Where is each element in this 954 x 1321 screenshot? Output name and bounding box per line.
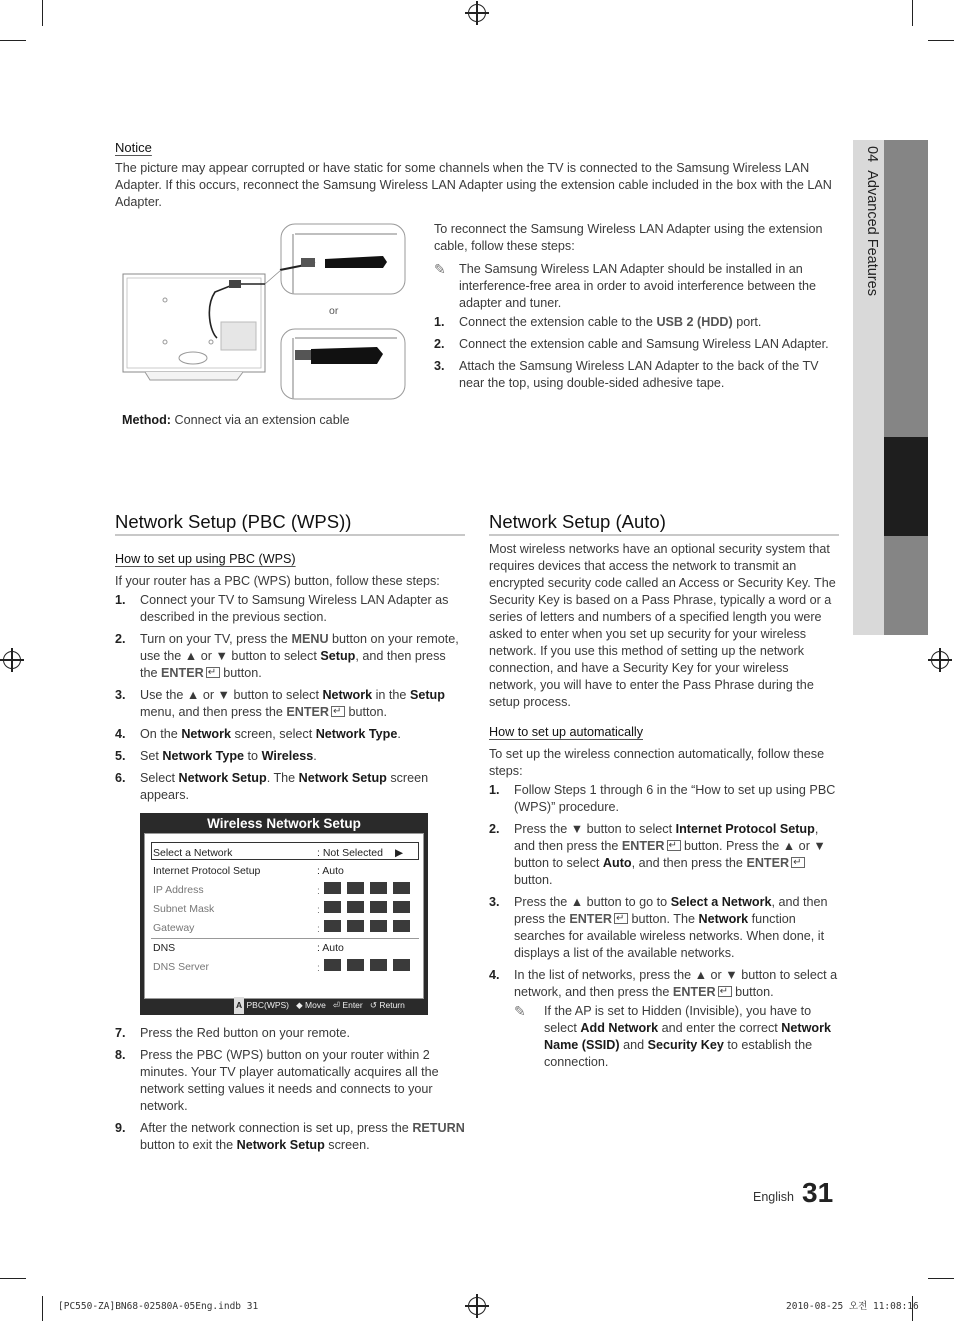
step-text: to (244, 749, 262, 763)
step-text: , and then press the (514, 895, 828, 926)
step-number: 1. (489, 783, 500, 797)
step-text: in the (372, 688, 410, 702)
step-text: button. Press the ▲ or ▼ button to select (514, 839, 826, 870)
step-number: 1. (434, 315, 445, 329)
method-text: Connect via an extension cable (174, 413, 350, 427)
step-text: button. (219, 666, 262, 680)
crop-mark (928, 1278, 954, 1279)
crop-mark (0, 1278, 26, 1279)
enter-key: ENTER (161, 666, 204, 680)
network-type-term: Network Type (162, 749, 245, 763)
osd-value (317, 920, 416, 938)
menu-key: MENU (291, 632, 329, 646)
osd-label: Gateway (153, 922, 195, 934)
step-text: . (313, 749, 317, 763)
pbc-hint: PBC(WPS) (246, 1000, 290, 1010)
registration-mark-icon (3, 651, 21, 669)
auto-note (544, 1003, 839, 1071)
side-tab-active (884, 437, 928, 536)
network-term: Network (322, 688, 373, 702)
registration-mark-icon (931, 651, 949, 669)
reconnect-note: The Samsung Wireless LAN Adapter should be installed in an interference-free area in order to avoid interference between the adapter and tuner. (459, 262, 817, 310)
enter-key: ENTER (286, 705, 330, 719)
ip-setup-term: Internet Protocol Setup (675, 822, 815, 836)
method-label: Method: (122, 413, 171, 427)
language-label: English (753, 1190, 794, 1204)
step-text: button. (731, 985, 774, 999)
pbc-step-3 (140, 687, 465, 721)
osd-colon: : (317, 923, 320, 935)
security-key-term: Security Key (647, 1038, 724, 1052)
step-text: button. The (628, 912, 699, 926)
osd-colon: : (317, 962, 320, 974)
auto-subheading: How to set up automatically (489, 725, 643, 739)
pbc-section (115, 551, 465, 809)
step-number: 4. (115, 727, 126, 741)
pbc-step-4 (140, 726, 465, 743)
chapter-number: 04 (864, 146, 880, 163)
pbc-step-5 (140, 748, 465, 765)
step-text: function searches for available wireless networks. When done, it displays a list of the available networks. (514, 912, 825, 960)
step-text: Turn on your TV, press the (140, 632, 292, 646)
step-text: menu, and then press the (140, 705, 287, 719)
step-number: 8. (115, 1048, 126, 1062)
crop-mark (0, 40, 26, 41)
step-number: 2. (489, 822, 500, 836)
heading-rule (489, 534, 839, 536)
move-hint: Move (305, 1000, 326, 1010)
osd-value (317, 901, 416, 919)
crop-mark (912, 0, 913, 26)
step-number: 9. (115, 1121, 126, 1135)
osd-label: Subnet Mask (153, 903, 215, 915)
enter-icon (791, 857, 805, 868)
crop-mark (42, 1296, 43, 1321)
auto-step-1: Follow Steps 1 through 6 in the “How to set up using PBC (WPS)” procedure. (514, 783, 836, 814)
step-text: button on your remote, use the ▲ or ▼ button to select (140, 632, 459, 663)
step-text: , and then press the (514, 822, 819, 853)
network-setup-term: Network Setup (178, 771, 267, 785)
step-text: Select (140, 771, 179, 785)
step-text: Connect the extension cable to the (459, 315, 657, 329)
ssid-term: Network Name (SSID) (544, 1021, 831, 1052)
enter-key: ENTER (672, 985, 716, 999)
auto-intro: Most wireless networks have an optional security system that requires devices that access the network to transmit an encrypted security code called an Access or Security Key. The Security Key is based on a Pass Phrase, typically a word or a series of letters and numbers of a specified length you were asked to enter when you set up security for your wireless network. If you use this method of setting up the network connection, and have a Security Key for your wireless network, you will have to enter the Pass Phrase during the setup process. (489, 542, 836, 709)
auto-step-2 (514, 821, 839, 889)
step-number: 3. (434, 359, 445, 373)
network-type-term: Network Type (315, 727, 398, 741)
pbc-step-1: Connect your TV to Samsung Wireless LAN Adapter as described in the previous section. (140, 593, 449, 624)
side-tab-dark (884, 536, 928, 635)
step-number: 5. (115, 749, 126, 763)
step-number: 2. (115, 632, 126, 646)
notice-text: The picture may appear corrupted or have static for some channels when the TV is connected to the Samsung Wireless LAN Adapter. If this occurs, reconnect the Samsung Wireless LAN Adapter using the extension cable included in the box with the LAN Adapter. (115, 161, 832, 209)
registration-mark-icon (468, 1297, 486, 1315)
enter-key: ENTER (569, 912, 612, 926)
network-term: Network (181, 727, 231, 741)
red-a-button-icon: A (234, 997, 244, 1014)
step-text: screen, select (231, 727, 316, 741)
step-text: button to exit the (140, 1138, 237, 1152)
step-text: Set (140, 749, 163, 763)
reconnect-step-3: Attach the Samsung Wireless LAN Adapter to the back of the TV near the top, using double-sided adhesive tape. (459, 359, 819, 390)
note-pencil-icon: ✎ (514, 1003, 526, 1019)
osd-label[interactable]: DNS (153, 942, 176, 954)
step-text: Use the ▲ or ▼ button to select (140, 688, 323, 702)
step-text: On the (140, 727, 182, 741)
crop-mark (928, 40, 954, 41)
print-file-info: [PC550-ZA]BN68-02580A-05Eng.indb 31 (58, 1301, 259, 1312)
step-text: screen. (324, 1138, 370, 1152)
auto-step-4 (514, 967, 839, 1001)
heading-rule (115, 534, 465, 536)
step-number: 6. (115, 771, 126, 785)
enter-icon: ⏎ (332, 1000, 341, 1010)
return-icon: ↺ (369, 1000, 377, 1010)
usb-port-label: USB 2 (HDD) (656, 315, 733, 329)
wireless-term: Wireless (261, 749, 314, 763)
auto-intro-2: To set up the wireless connection automatically, follow these steps: (489, 747, 825, 778)
osd-label: Select a Network (153, 847, 233, 859)
enter-icon (331, 706, 345, 717)
registration-mark-icon (468, 4, 486, 22)
osd-value: : Auto (317, 942, 344, 954)
add-network-term: Add Network (580, 1021, 659, 1035)
select-network-term: Select a Network (670, 895, 772, 909)
osd-value (317, 882, 416, 900)
step-text: button. (514, 873, 553, 887)
osd-title: Wireless Network Setup (207, 816, 361, 831)
reconnect-step-2: Connect the extension cable and Samsung Wireless LAN Adapter. (459, 337, 829, 351)
osd-value (317, 959, 416, 977)
auto-heading: Network Setup (Auto) (489, 511, 666, 532)
osd-label[interactable]: Internet Protocol Setup (153, 865, 261, 877)
chapter-label (860, 146, 880, 316)
pbc-step-7: Press the Red button on your remote. (140, 1026, 351, 1040)
pbc-step-9 (140, 1120, 465, 1154)
return-hint: Return (379, 1000, 405, 1010)
chapter-title: Advanced Features (864, 170, 880, 296)
step-number: 3. (489, 895, 500, 909)
step-number: 7. (115, 1026, 126, 1040)
osd-value: : Auto (317, 865, 344, 877)
reconnect-step-1 (459, 314, 834, 331)
enter-hint: Enter (342, 1000, 363, 1010)
reconnect-section (434, 221, 834, 397)
note-text: If the AP is set to Hidden (Invisible), you have to select (544, 1004, 812, 1035)
step-text: . (397, 727, 401, 741)
enter-icon (614, 913, 628, 924)
pbc-subheading: How to set up using PBC (WPS) (115, 552, 296, 566)
enter-icon (206, 667, 220, 678)
return-key: RETURN (412, 1121, 465, 1135)
wireless-network-setup-screen (140, 813, 428, 1015)
setup-term: Setup (320, 649, 356, 663)
crop-mark (42, 0, 43, 26)
setup-term: Setup (409, 688, 445, 702)
step-text: Press the ▲ button to go to (514, 895, 671, 909)
enter-key: ENTER (621, 839, 665, 853)
method-caption (122, 412, 350, 429)
step-text: screen appears. (140, 771, 429, 802)
network-setup-term: Network Setup (236, 1138, 325, 1152)
auto-step-3 (514, 894, 839, 962)
enter-key: ENTER (746, 856, 790, 870)
step-text: , and then press the (631, 856, 747, 870)
or-label: or (329, 305, 339, 317)
osd-value: : Not Selected (317, 847, 383, 859)
step-text: Press the ▼ button to select (514, 822, 676, 836)
step-text: button. (345, 705, 388, 719)
step-number: 1. (115, 593, 126, 607)
note-text: and enter the correct (658, 1021, 782, 1035)
osd-menu (144, 833, 424, 999)
pbc-section-continued (115, 1025, 465, 1159)
pbc-step-6 (140, 770, 465, 804)
pbc-intro: If your router has a PBC (WPS) button, follow these steps: (115, 574, 440, 588)
osd-colon: : (317, 885, 320, 897)
page-number: 31 (802, 1177, 834, 1208)
osd-divider (151, 938, 419, 939)
enter-icon (667, 840, 681, 851)
pbc-step-2 (140, 631, 465, 682)
network-term: Network (698, 912, 749, 926)
osd-colon: : (317, 904, 320, 916)
note-text: to establish the connection. (544, 1038, 813, 1069)
step-text: port. (732, 315, 762, 329)
connection-illustration (115, 222, 410, 402)
move-icon: ◆ (296, 1000, 303, 1010)
side-tab-dark (884, 140, 928, 437)
step-text: . The (266, 771, 299, 785)
step-text: In the list of networks, press the ▲ or ▼ button to select a network, and then press the (514, 968, 838, 999)
reconnect-intro: To reconnect the Samsung Wireless LAN Adapter using the extension cable, follow these steps: (434, 222, 823, 253)
note-text: and (619, 1038, 648, 1052)
pbc-step-8: Press the PBC (WPS) button on your router within 2 minutes. Your TV player automatically acquires all the network setting values it needs and connects to your network. (140, 1048, 439, 1113)
print-timestamp: 2010-08-25 오전 11:08:16 (786, 1301, 919, 1312)
step-number: 4. (489, 968, 500, 982)
pbc-heading: Network Setup (PBC (WPS)) (115, 511, 352, 532)
enter-icon (718, 986, 732, 997)
note-pencil-icon: ✎ (434, 261, 446, 277)
osd-label: DNS Server (153, 961, 210, 973)
step-number: 3. (115, 688, 126, 702)
step-text: After the network connection is set up, press the (140, 1121, 413, 1135)
step-text: , and then press the (140, 649, 446, 680)
arrow-right-icon: ▶ (395, 847, 404, 859)
osd-label: IP Address (153, 884, 204, 896)
auto-term: Auto (602, 856, 632, 870)
auto-section (489, 541, 839, 1076)
notice-title: Notice (115, 140, 152, 155)
network-setup-term: Network Setup (298, 771, 387, 785)
osd-footer (234, 997, 405, 1014)
step-number: 2. (434, 337, 445, 351)
